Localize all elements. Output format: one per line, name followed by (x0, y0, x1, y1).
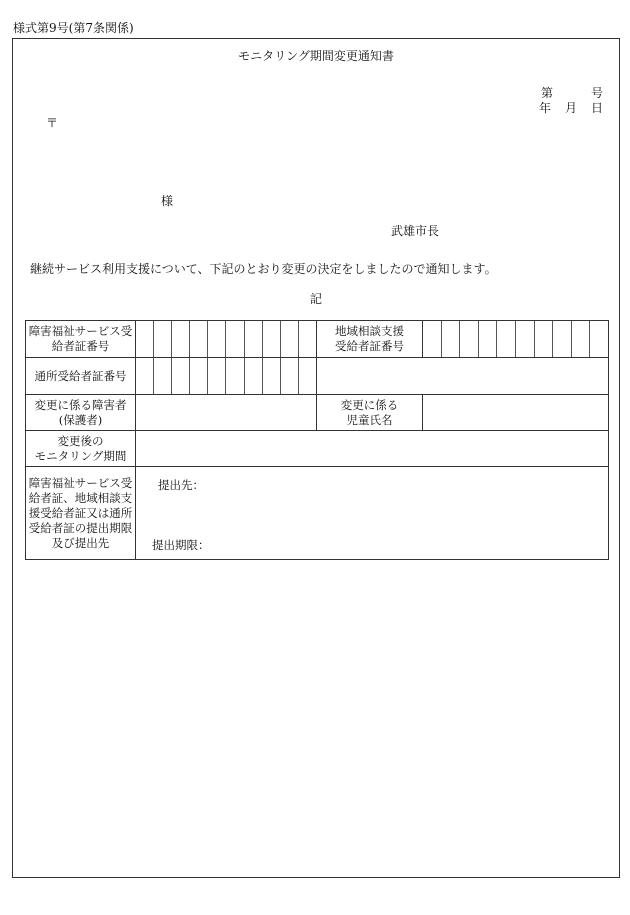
community-cert-number-label: 地域相談支援 受給者証番号 (317, 321, 423, 358)
submission-label: 障害福祉サービス受 給者証、地域相談支 援受給者証又は通所 受給者証の提出期限 及び提出先 (26, 467, 136, 560)
table-row (26, 321, 609, 358)
day-service-cert-number-label: 通所受給者証番号 (26, 358, 136, 395)
table-row (26, 358, 609, 395)
postal-mark: 〒 (46, 116, 59, 130)
submit-deadline-label: 提出期限： (152, 538, 210, 552)
date-year: 年 (538, 101, 551, 115)
submit-to-label: 提出先： (158, 478, 204, 492)
table-row (26, 431, 609, 467)
day-service-cert-number-boxes[interactable] (136, 358, 317, 395)
notice-title: モニタリング期間変更通知書 (238, 49, 394, 63)
date-day: 日 (590, 101, 603, 115)
number-suffix: 号 (590, 86, 603, 100)
form-number: 様式第9号(第7条関係) (13, 21, 134, 35)
disabled-person-label: 変更に係る障害者 (保護者) (26, 395, 136, 431)
date-month: 月 (564, 101, 577, 115)
child-name-value[interactable] (423, 395, 609, 431)
disabled-person-value[interactable] (136, 395, 317, 431)
notice-frame (12, 38, 620, 878)
monitoring-period-value[interactable] (136, 431, 609, 467)
number-prefix: 第 (540, 86, 553, 100)
notice-body: 継続サービス利用支援について、下記のとおり変更の決定をしましたので通知します。 (30, 262, 497, 276)
submission-value[interactable] (136, 467, 609, 560)
table-row (26, 467, 609, 560)
ki-heading: 記 (309, 292, 322, 306)
child-name-label: 変更に係る 児童氏名 (317, 395, 423, 431)
welfare-cert-number-label: 障害福祉サービス受 給者証番号 (26, 321, 136, 358)
table-row (26, 395, 609, 431)
monitoring-period-label: 変更後の モニタリング期間 (26, 431, 136, 467)
issue-date (539, 99, 603, 116)
issuer-name: 武雄市長 (391, 224, 440, 238)
community-cert-number-boxes[interactable] (423, 321, 609, 358)
details-table (25, 320, 609, 560)
welfare-cert-number-boxes[interactable] (136, 321, 317, 358)
blank-cell (317, 358, 609, 395)
recipient-honorific: 様 (161, 194, 174, 208)
